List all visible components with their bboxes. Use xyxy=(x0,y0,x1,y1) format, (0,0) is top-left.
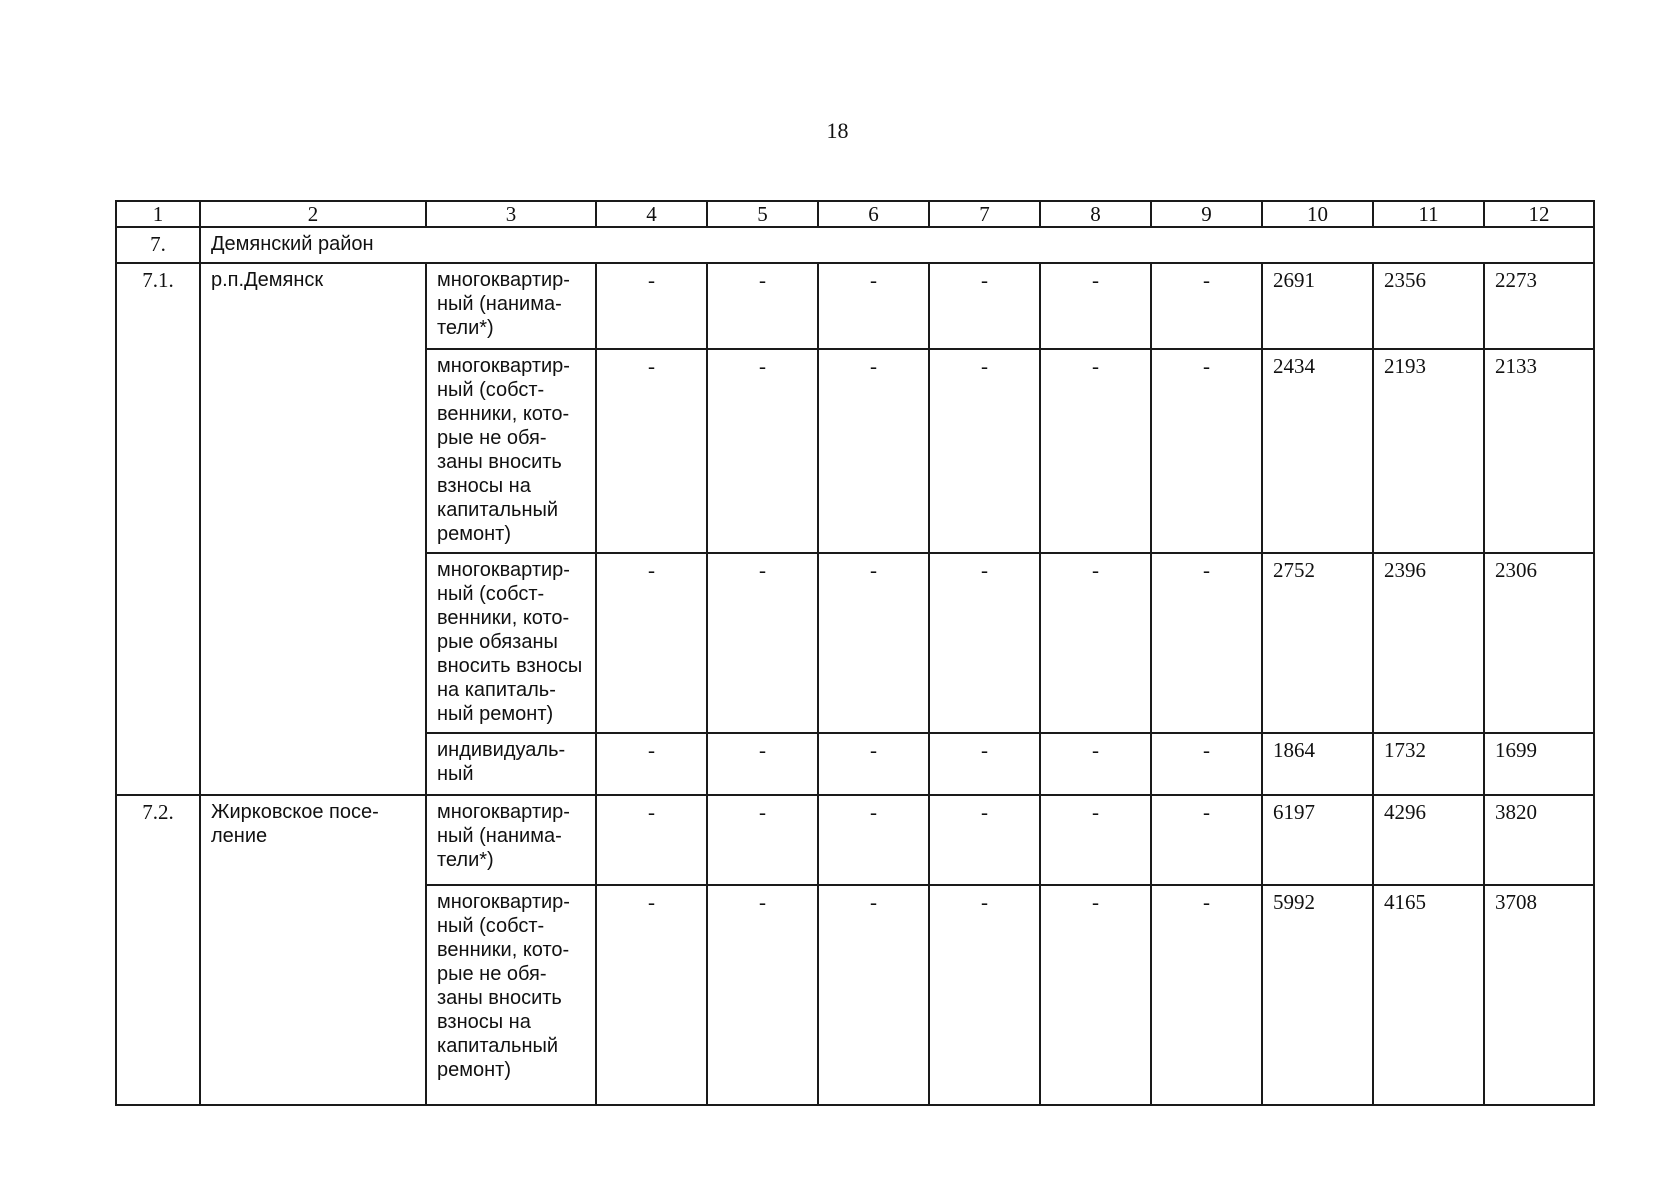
column-header: 8 xyxy=(1040,201,1151,227)
value-cell: - xyxy=(1040,263,1151,349)
value-cell: - xyxy=(929,795,1040,885)
value-cell: - xyxy=(1040,553,1151,733)
column-header: 9 xyxy=(1151,201,1262,227)
value-cell: 2752 xyxy=(1262,553,1373,733)
tariff-table xyxy=(115,200,1595,1106)
value-cell: 2434 xyxy=(1262,349,1373,553)
value-cell: - xyxy=(707,795,818,885)
column-number-row xyxy=(116,201,1594,227)
value-cell: 2691 xyxy=(1262,263,1373,349)
value-cell: - xyxy=(1151,263,1262,349)
value-cell: - xyxy=(929,733,1040,795)
column-header: 11 xyxy=(1373,201,1484,227)
value-cell: - xyxy=(707,733,818,795)
value-cell: - xyxy=(818,885,929,1105)
value-cell: 2306 xyxy=(1484,553,1594,733)
value-cell: - xyxy=(596,263,707,349)
column-header: 10 xyxy=(1262,201,1373,227)
value-cell: - xyxy=(596,733,707,795)
value-cell: - xyxy=(596,349,707,553)
value-cell: - xyxy=(818,553,929,733)
value-cell: 1699 xyxy=(1484,733,1594,795)
value-cell: - xyxy=(596,885,707,1105)
row-number: 7.1. xyxy=(116,263,200,795)
housing-type: многоквартир- ный (нанима- тели*) xyxy=(426,263,596,349)
value-cell: 2273 xyxy=(1484,263,1594,349)
column-header: 4 xyxy=(596,201,707,227)
table-row xyxy=(116,263,1594,349)
column-header: 3 xyxy=(426,201,596,227)
value-cell: - xyxy=(929,263,1040,349)
housing-type: индивидуаль- ный xyxy=(426,733,596,795)
value-cell: - xyxy=(707,885,818,1105)
value-cell: - xyxy=(818,795,929,885)
value-cell: - xyxy=(707,349,818,553)
column-header: 12 xyxy=(1484,201,1594,227)
page-number: 18 xyxy=(826,118,849,143)
value-cell: - xyxy=(596,795,707,885)
column-header: 7 xyxy=(929,201,1040,227)
value-cell: - xyxy=(1151,885,1262,1105)
housing-type: многоквартир- ный (нанима- тели*) xyxy=(426,795,596,885)
value-cell: 2356 xyxy=(1373,263,1484,349)
value-cell: - xyxy=(929,885,1040,1105)
column-header: 5 xyxy=(707,201,818,227)
table-row xyxy=(116,795,1594,885)
section-title: Демянский район xyxy=(200,227,1594,263)
value-cell: - xyxy=(818,349,929,553)
value-cell: - xyxy=(1151,733,1262,795)
housing-type: многоквартир- ный (собст- венники, кото- рые не обя- заны вносить взносы на капитальный ремонт) xyxy=(426,885,596,1105)
value-cell: - xyxy=(707,263,818,349)
value-cell: - xyxy=(596,553,707,733)
section-number: 7. xyxy=(116,227,200,263)
value-cell: 2193 xyxy=(1373,349,1484,553)
column-header: 1 xyxy=(116,201,200,227)
value-cell: 6197 xyxy=(1262,795,1373,885)
value-cell: - xyxy=(1151,553,1262,733)
value-cell: 4165 xyxy=(1373,885,1484,1105)
settlement-name: р.п.Демянск xyxy=(200,263,426,795)
value-cell: 2396 xyxy=(1373,553,1484,733)
value-cell: - xyxy=(1040,885,1151,1105)
value-cell: - xyxy=(818,733,929,795)
table-body xyxy=(116,201,1594,1105)
value-cell: - xyxy=(818,263,929,349)
housing-type: многоквартир- ный (собст- венники, кото- рые обязаны вносить взносы на капиталь- ный ремонт) xyxy=(426,553,596,733)
value-cell: 3708 xyxy=(1484,885,1594,1105)
value-cell: - xyxy=(929,553,1040,733)
value-cell: - xyxy=(1151,349,1262,553)
value-cell: 1864 xyxy=(1262,733,1373,795)
column-header: 6 xyxy=(818,201,929,227)
housing-type: многоквартир- ный (собст- венники, кото- рые не обя- заны вносить взносы на капитальный ремонт) xyxy=(426,349,596,553)
value-cell: - xyxy=(1040,795,1151,885)
row-number: 7.2. xyxy=(116,795,200,1105)
value-cell: 2133 xyxy=(1484,349,1594,553)
section-row xyxy=(116,227,1594,263)
value-cell: 4296 xyxy=(1373,795,1484,885)
value-cell: 3820 xyxy=(1484,795,1594,885)
settlement-name: Жирковское посе- ление xyxy=(200,795,426,1105)
column-header: 2 xyxy=(200,201,426,227)
value-cell: - xyxy=(707,553,818,733)
value-cell: 5992 xyxy=(1262,885,1373,1105)
value-cell: 1732 xyxy=(1373,733,1484,795)
value-cell: - xyxy=(1040,349,1151,553)
value-cell: - xyxy=(1040,733,1151,795)
value-cell: - xyxy=(929,349,1040,553)
value-cell: - xyxy=(1151,795,1262,885)
